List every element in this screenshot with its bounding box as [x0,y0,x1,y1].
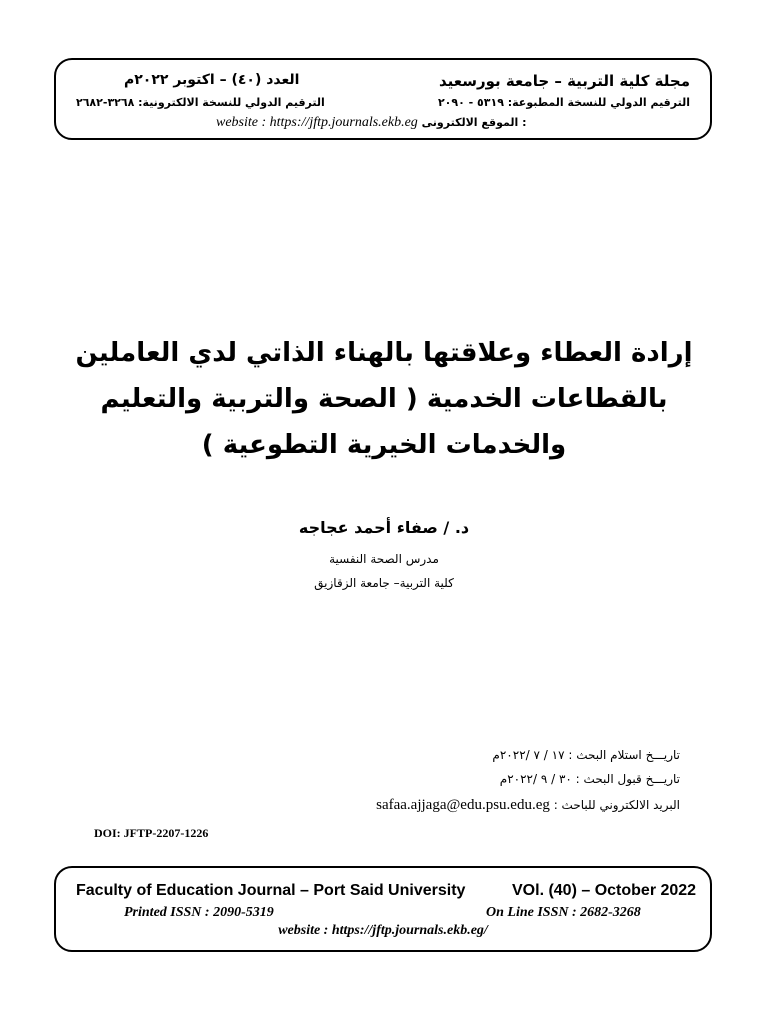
email-label: البريد الالكتروني للباحث : [553,798,680,812]
footer-journal-name: Faculty of Education Journal – Port Said University [76,882,466,899]
journal-header-box [54,58,712,140]
paper-title-line-1: إرادة العطاء وعلاقتها بالهناء الذاتي لدي العاملين [75,338,693,368]
footer-print-issn: Printed ISSN : 2090-5319 [124,905,274,920]
accepted-date-label: تاريـــخ قبول البحث : [575,772,680,786]
received-date-value: ١٧ / ٧ /٢٠٢٢م [492,748,565,762]
print-issn-ar: الترقيم الدولي للنسخة المطبوعة: ٥٣١٩ - ٢٠٩٠ [437,96,690,109]
footer-volume: VOl. (40) – October 2022 [512,882,697,899]
doi-label: DOI: JFTP-2207-1226 [94,826,209,840]
issue-info-ar: العدد (٤٠) – اكتوبر ٢٠٢٢م [124,72,300,88]
received-date-label: تاريـــخ استلام البحث : [568,748,680,762]
paper-title-line-3: والخدمات الخيرية التطوعية ) [201,430,567,460]
author-email[interactable]: safaa.ajjaga@edu.psu.edu.eg [376,797,550,813]
author-name: د. / صفاء أحمد عجاجه [298,518,470,537]
footer-online-issn: On Line ISSN : 2682-3268 [486,905,641,920]
header-website-url[interactable]: website : https://jftp.journals.ekb.eg [216,115,418,130]
journal-name-ar: مجلة كلية التربية – جامعة بورسعيد [438,72,690,90]
journal-footer-box [54,866,712,952]
online-issn-ar: الترقيم الدولي للنسخة الالكترونية: ٣٢٦٨-٢٦٨٢ [76,96,325,109]
header-website-label: الموقع الالكترونى : [421,116,527,129]
accepted-date-value: ٣٠ / ٩ /٢٠٢٢م [499,772,572,786]
header-website [216,115,527,131]
email-row [376,797,680,814]
footer-website-url[interactable]: website : https://jftp.journals.ekb.eg/ [278,923,488,938]
received-date-row [492,748,680,762]
accepted-date-row [500,772,680,786]
author-position: مدرس الصحة النفسية [329,552,439,566]
author-institution: كلية التربية– جامعة الزقازيق [314,576,454,590]
paper-title-line-2: بالقطاعات الخدمية ( الصحة والتربية والتعليم [100,384,668,414]
